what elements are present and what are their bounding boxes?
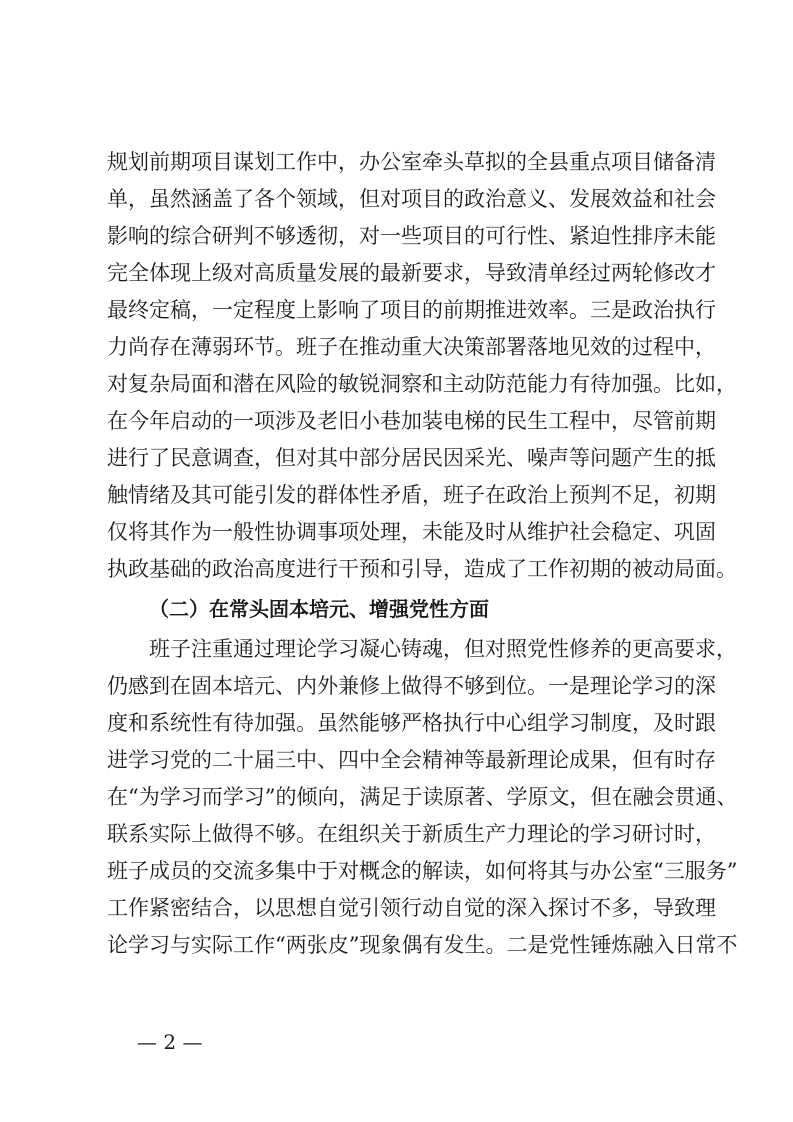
paragraph-2-line-9: 论学习与实际工作“两张皮”现象偶有发生。二是党性锤炼融入日常不	[107, 933, 738, 957]
paragraph-2-line-4: 进学习党的二十届三中、四中全会精神等最新理论成果，但有时存	[107, 748, 716, 772]
page-number: — 2 —	[137, 1030, 203, 1054]
paragraph-1-line-7: 对复杂局面和潜在风险的敏锐洞察和主动防范能力有待加强。比如，	[107, 372, 737, 396]
paragraph-1-line-8: 在今年启动的一项涉及老旧小巷加装电梯的民生工程中，尽管前期	[107, 409, 716, 433]
paragraph-1-line-2: 单，虽然涵盖了各个领域，但对项目的政治意义、发展效益和社会	[107, 187, 716, 211]
paragraph-2-line-8: 工作紧密结合，以思想自觉引领行动自觉的深入探讨不多，导致理	[107, 896, 716, 920]
paragraph-2-line-7: 班子成员的交流多集中于对概念的解读，如何将其与办公室“三服务”	[107, 859, 738, 883]
paragraph-2-line-1: 班子注重通过理论学习凝心铸魂，但对照党性修养的更高要求，	[149, 637, 737, 661]
paragraph-1-line-11: 仅将其作为一般性协调事项处理，未能及时从维护社会稳定、巩固	[107, 520, 716, 544]
paragraph-2-line-2: 仍感到在固本培元、内外兼修上做得不够到位。一是理论学习的深	[107, 674, 716, 698]
paragraph-1-line-9: 进行了民意调查，但对其中部分居民因采光、噪声等问题产生的抵	[107, 446, 716, 470]
paragraph-1-line-4: 完全体现上级对高质量发展的最新要求，导致清单经过两轮修改才	[107, 261, 716, 285]
paragraph-1-line-10: 触情绪及其可能引发的群体性矛盾，班子在政治上预判不足，初期	[107, 483, 716, 507]
paragraph-1-line-6: 力尚存在薄弱环节。班子在推动重大决策部署落地见效的过程中，	[107, 335, 716, 359]
paragraph-2-line-3: 度和系统性有待加强。虽然能够严格执行中心组学习制度，及时跟	[107, 711, 716, 735]
paragraph-1-line-5: 最终定稿，一定程度上影响了项目的前期推进效率。三是政治执行	[107, 298, 716, 322]
paragraph-1-line-3: 影响的综合研判不够透彻，对一些项目的可行性、紧迫性排序未能	[107, 224, 716, 248]
paragraph-1-line-12: 执政基础的政治高度进行干预和引导，造成了工作初期的被动局面。	[107, 557, 737, 581]
paragraph-1-line-1: 规划前期项目谋划工作中，办公室牵头草拟的全县重点项目储备清	[107, 150, 716, 174]
section-heading: （二）在常头固本培元、增强党性方面	[149, 597, 489, 621]
paragraph-2-line-5: 在“为学习而学习”的倾向，满足于读原著、学原文，但在融会贯通、	[107, 785, 738, 809]
paragraph-2-line-6: 联系实际上做得不够。在组织关于新质生产力理论的学习研讨时，	[107, 822, 716, 846]
